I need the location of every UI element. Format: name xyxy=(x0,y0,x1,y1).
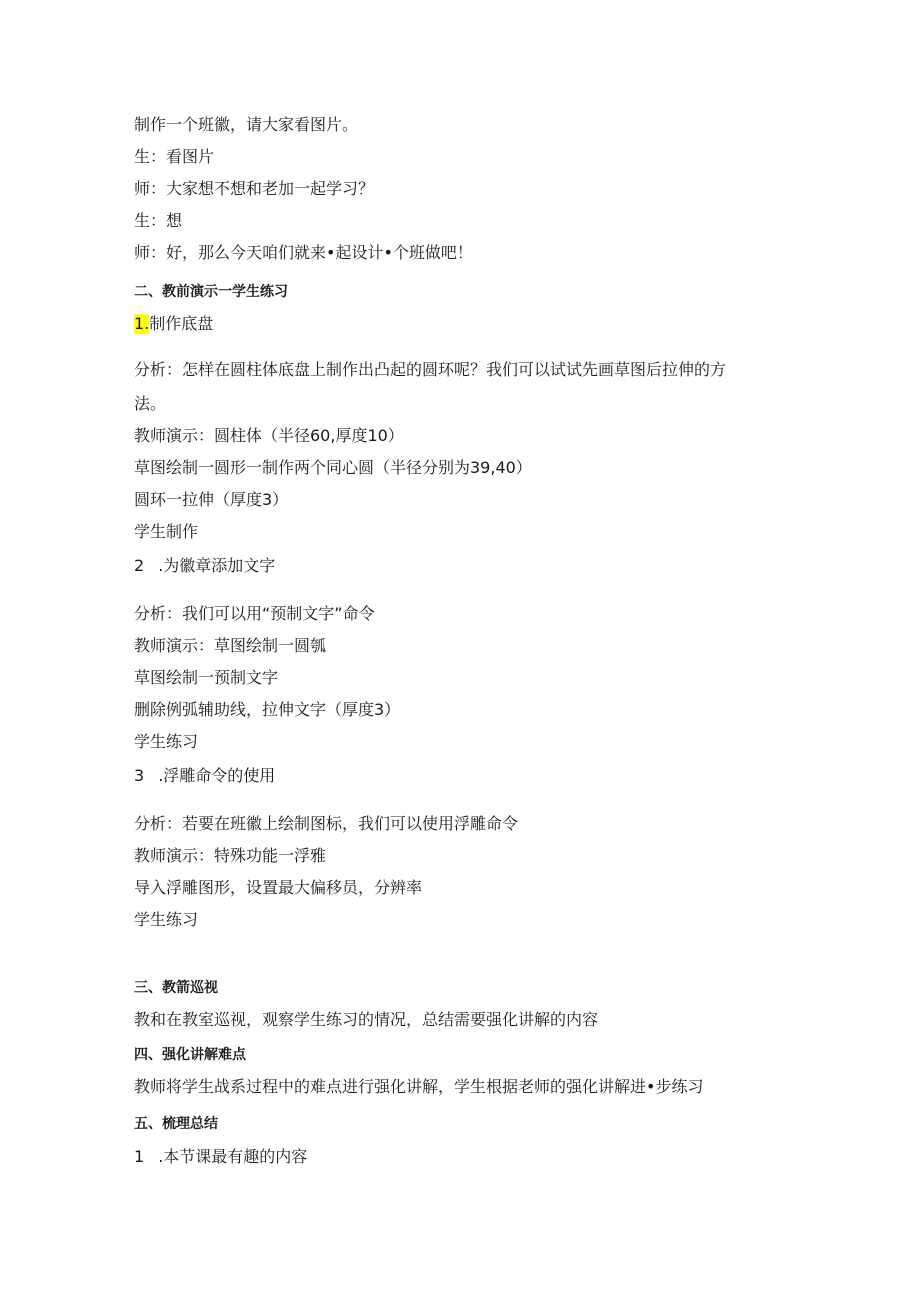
section-heading: 三、教箭巡视 xyxy=(134,980,218,996)
text-line: 生：看图片 xyxy=(134,147,215,166)
text-line: 圆环一拉伸（厚度3） xyxy=(134,490,289,509)
step-heading xyxy=(134,314,213,334)
text-line: 学生练习 xyxy=(134,910,199,929)
text-line: 教师演示：特殊功能一浮雅 xyxy=(134,846,327,865)
step-heading xyxy=(134,556,275,576)
text-line: 生：想 xyxy=(134,211,183,230)
section-heading: 四、强化讲解难点 xyxy=(134,1047,246,1063)
step-title: 制作底盘 xyxy=(149,314,214,333)
section-heading: 五、梳理总结 xyxy=(134,1116,218,1132)
text-line: 学生练习 xyxy=(134,732,199,751)
text-line: 法。 xyxy=(134,394,167,413)
text-line: 师：好，那么今天咱们就来•起设计•个班做吧！ xyxy=(134,243,473,262)
step-number: 3 xyxy=(134,766,145,785)
text-line: 教师将学生战系过程中的难点进行强化讲解，学生根据老师的强化讲解进•步练习 xyxy=(134,1077,704,1096)
step-title: .浮雕命令的使用 xyxy=(158,766,276,785)
text-line: 分析：怎样在圆柱体底盘上制作出凸起的圆环呢？我们可以试试先画草图后拉伸的方 xyxy=(134,360,727,379)
step-number: 2 xyxy=(134,556,145,575)
text-line: 导入浮雕图形，设置最大偏移员，分辨率 xyxy=(134,878,423,897)
text-line: 教师演示：圆柱体（半径60,厚度10） xyxy=(134,426,404,445)
step-title: .本节课最有趣的内容 xyxy=(158,1147,308,1166)
text-line: 学生制作 xyxy=(134,522,199,541)
text-line: 草图绘制一圆形一制作两个同心圆（半径分别为39,40） xyxy=(134,458,532,477)
step-heading xyxy=(134,766,275,786)
step-number: 1 xyxy=(134,1147,145,1166)
text-line: 制作一个班徽，请大家看图片。 xyxy=(134,115,359,134)
text-line: 分析：若要在班徽上绘制图标，我们可以使用浮雕命令 xyxy=(134,814,519,833)
step-heading xyxy=(134,1147,307,1167)
text-line: 草图绘制一预制文字 xyxy=(134,668,279,687)
text-line: 删除例弧辅助线，拉伸文字（厚度3） xyxy=(134,700,401,719)
section-heading: 二、教前演示一学生练习 xyxy=(134,284,288,300)
text-line: 师：大家想不想和老加一起学习？ xyxy=(134,179,375,198)
text-line: 教和在教室巡视，观察学生练习的情况，总结需要强化讲解的内容 xyxy=(134,1010,599,1029)
text-line: 教师演示：草图绘制一圆瓠 xyxy=(134,636,327,655)
text-line: 分析：我们可以用“预制文字”命令 xyxy=(134,604,375,623)
step-number: 1. xyxy=(134,314,150,333)
step-title: .为徽章添加文字 xyxy=(158,556,276,575)
